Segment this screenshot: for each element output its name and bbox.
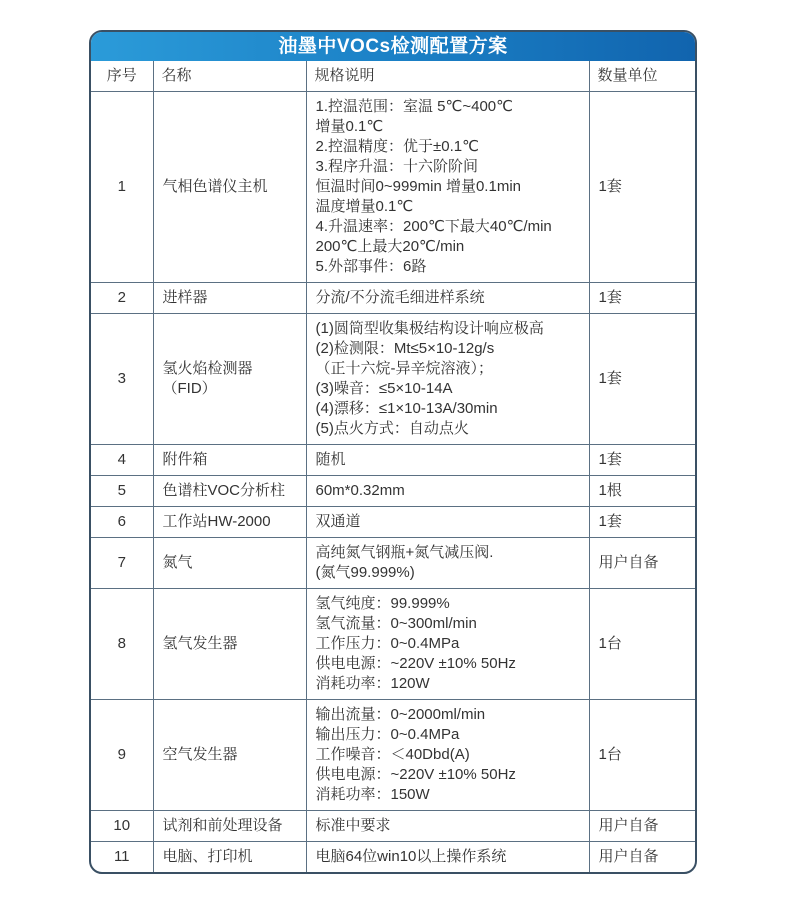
config-table-card xyxy=(89,30,697,874)
spec-line: (氮气99.999%) xyxy=(315,564,415,581)
item-quantity: 用户自备 xyxy=(589,811,695,842)
item-name: 空气发生器 xyxy=(153,700,306,811)
spec-line: (5)点火方式：自动点火 xyxy=(315,420,469,437)
spec-line: 增量0.1℃ xyxy=(315,118,384,135)
item-name: 试剂和前处理设备 xyxy=(153,811,306,842)
row-number: 9 xyxy=(91,700,153,811)
row-number: 8 xyxy=(91,589,153,700)
item-quantity: 1套 xyxy=(589,283,695,314)
spec-line: 高纯氮气钢瓶+氮气减压阀. xyxy=(315,544,494,561)
spec-line: 氢气流量：0~300ml/min xyxy=(315,615,477,632)
spec-line: (4)漂移：≤1×10-13A/30min xyxy=(315,400,498,417)
spec-line: 双通道 xyxy=(315,513,361,530)
table-title: 油墨中VOCs检测配置方案 xyxy=(91,32,695,61)
item-spec xyxy=(306,842,589,873)
item-quantity: 1套 xyxy=(589,92,695,283)
item-spec xyxy=(306,700,589,811)
table-row xyxy=(91,811,695,842)
spec-line: 3.程序升温：十六阶阶间 xyxy=(315,158,479,175)
spec-line: 工作噪音：＜40Dbd(A) xyxy=(315,746,470,763)
spec-line: (1)圆筒型收集极结构设计响应极高 xyxy=(315,320,544,337)
item-name: 氢火焰检测器（FID） xyxy=(153,314,306,445)
table-row xyxy=(91,842,695,873)
spec-line: 温度增量0.1℃ xyxy=(315,198,414,215)
item-quantity: 用户自备 xyxy=(589,538,695,589)
spec-line: 输出流量：0~2000ml/min xyxy=(315,706,486,723)
item-quantity: 1根 xyxy=(589,476,695,507)
spec-line: 2.控温精度：优于±0.1℃ xyxy=(315,138,479,155)
item-name: 色谱柱VOC分析柱 xyxy=(153,476,306,507)
column-header-qty: 数量单位 xyxy=(589,61,695,92)
table-row xyxy=(91,507,695,538)
spec-line: 供电电源：~220V ±10% 50Hz xyxy=(315,766,516,783)
item-name: 电脑、打印机 xyxy=(153,842,306,873)
item-name: 工作站HW-2000 xyxy=(153,507,306,538)
item-name: 附件箱 xyxy=(153,445,306,476)
row-number: 2 xyxy=(91,283,153,314)
spec-line: 工作压力：0~0.4MPa xyxy=(315,635,460,652)
spec-line: 恒温时间0~999min 增量0.1min xyxy=(315,178,521,195)
table-row xyxy=(91,92,695,283)
spec-line: (3)噪音：≤5×10-14A xyxy=(315,380,453,397)
header-row xyxy=(91,61,695,92)
spec-line: 60m*0.32mm xyxy=(315,482,405,499)
table-row xyxy=(91,538,695,589)
row-number: 7 xyxy=(91,538,153,589)
item-spec xyxy=(306,283,589,314)
spec-table xyxy=(91,61,695,872)
item-name: 气相色谱仪主机 xyxy=(153,92,306,283)
spec-line: 标准中要求 xyxy=(315,817,391,834)
column-header-name: 名称 xyxy=(153,61,306,92)
spec-line: 消耗功率：120W xyxy=(315,675,430,692)
item-quantity: 1套 xyxy=(589,445,695,476)
row-number: 3 xyxy=(91,314,153,445)
item-spec xyxy=(306,811,589,842)
row-number: 10 xyxy=(91,811,153,842)
spec-line: 供电电源：~220V ±10% 50Hz xyxy=(315,655,516,672)
spec-line: 200℃上最大20℃/min xyxy=(315,238,465,255)
spec-line: (2)检测限：Mt≤5×10-12g/s xyxy=(315,340,495,357)
item-spec xyxy=(306,445,589,476)
spec-line: 氢气纯度：99.999% xyxy=(315,595,450,612)
row-number: 6 xyxy=(91,507,153,538)
row-number: 11 xyxy=(91,842,153,873)
spec-line: 消耗功率：150W xyxy=(315,786,430,803)
item-spec xyxy=(306,507,589,538)
row-number: 5 xyxy=(91,476,153,507)
item-spec xyxy=(306,589,589,700)
row-number: 4 xyxy=(91,445,153,476)
item-name: 进样器 xyxy=(153,283,306,314)
item-quantity: 1台 xyxy=(589,589,695,700)
table-row xyxy=(91,283,695,314)
spec-line: 分流/不分流毛细进样系统 xyxy=(315,289,485,306)
spec-line: （正十六烷-异辛烷溶液）； xyxy=(315,360,493,377)
spec-line: 1.控温范围：室温 5℃~400℃ xyxy=(315,98,513,115)
spec-line: 4.升温速率：200℃下最大40℃/min xyxy=(315,218,552,235)
spec-line: 输出压力：0~0.4MPa xyxy=(315,726,460,743)
item-name: 氢气发生器 xyxy=(153,589,306,700)
item-quantity: 1台 xyxy=(589,700,695,811)
item-name: 氮气 xyxy=(153,538,306,589)
spec-line: 电脑64位win10以上操作系统 xyxy=(315,848,507,865)
table-row xyxy=(91,314,695,445)
table-row xyxy=(91,445,695,476)
column-header-spec: 规格说明 xyxy=(306,61,589,92)
table-body xyxy=(91,92,695,873)
table-row xyxy=(91,589,695,700)
spec-line: 随机 xyxy=(315,451,346,468)
item-spec xyxy=(306,314,589,445)
item-quantity: 1套 xyxy=(589,314,695,445)
spec-line: 5.外部事件：6路 xyxy=(315,258,427,275)
item-spec xyxy=(306,476,589,507)
column-header-no: 序号 xyxy=(91,61,153,92)
table-row xyxy=(91,700,695,811)
item-quantity: 用户自备 xyxy=(589,842,695,873)
table-row xyxy=(91,476,695,507)
item-spec xyxy=(306,538,589,589)
item-quantity: 1套 xyxy=(589,507,695,538)
row-number: 1 xyxy=(91,92,153,283)
item-spec xyxy=(306,92,589,283)
